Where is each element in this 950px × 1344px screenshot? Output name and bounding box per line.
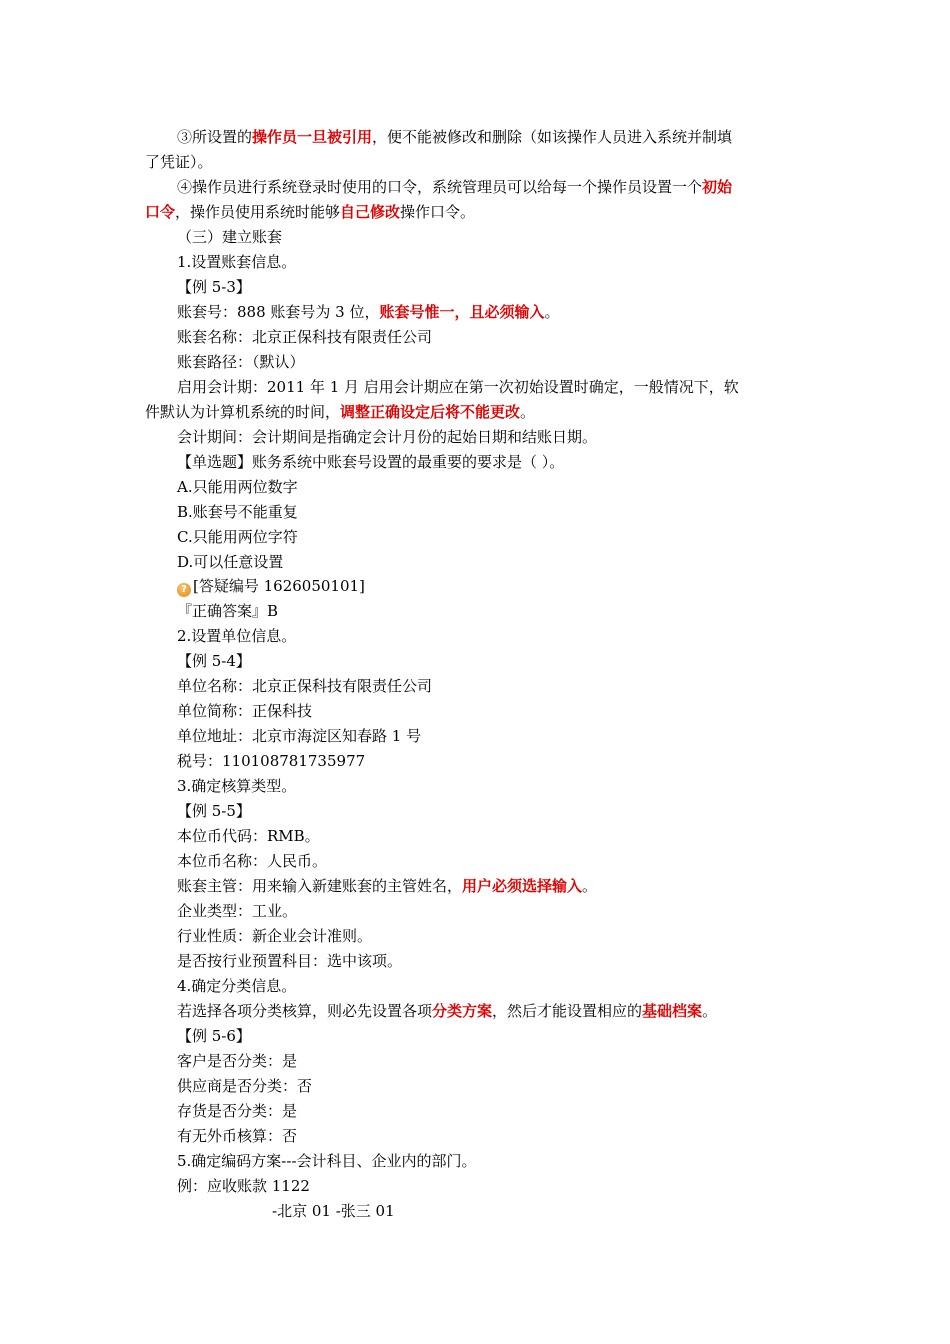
account-number-line: 账套号：888 账套号为 3 位，账套号惟一，且必须输入。 — [177, 303, 560, 321]
quiz-option-b: B.账套号不能重复 — [177, 503, 298, 521]
foreign-currency-line: 有无外币核算：否 — [177, 1127, 298, 1145]
qa-number: [答疑编号 1626050101] — [193, 577, 365, 595]
subsection-heading: 1.设置账套信息。 — [177, 253, 297, 271]
quiz-option-a: A.只能用两位数字 — [177, 478, 298, 496]
customer-classify-line: 客户是否分类：是 — [177, 1052, 298, 1070]
example-label: 【例 5-3】 — [177, 278, 251, 296]
period-start-line: 启用会计期：2011 年 1 月 启用会计期应在第一次初始设置时确定，一般情况下，软 — [177, 378, 739, 396]
subsection-heading: 3.确定核算类型。 — [177, 777, 297, 795]
highlight-text: 自己修改 — [340, 203, 401, 221]
supervisor-line: 账套主管：用来输入新建账套的主管姓名，用户必须选择输入。 — [177, 877, 598, 895]
industry-line: 行业性质：新企业会计准则。 — [177, 927, 373, 945]
example-label: 【例 5-5】 — [177, 802, 251, 820]
section-heading: （三）建立账套 — [177, 228, 283, 246]
highlight-text: 调整正确设定后将不能更改 — [340, 403, 521, 421]
example-label: 【例 5-6】 — [177, 1027, 251, 1045]
example-ar-line: 例：应收账款 1122 — [177, 1177, 310, 1195]
paragraph-operator-reference-cont: 了凭证）。 — [145, 153, 213, 171]
paragraph-password-cont: 口令，操作员使用系统时能够自己修改操作口令。 — [145, 203, 476, 221]
subsection-heading: 4.确定分类信息。 — [177, 977, 297, 995]
paragraph-operator-reference: ③所设置的操作员一旦被引用，便不能被修改和删除（如该操作人员进入系统并制填 — [177, 128, 733, 146]
account-path-line: 账套路径：（默认） — [177, 353, 305, 371]
highlight-text: 用户必须选择输入 — [462, 877, 583, 895]
highlight-text: 账套号惟一，且必须输入 — [379, 303, 545, 321]
unit-short-name-line: 单位简称：正保科技 — [177, 702, 313, 720]
currency-name-line: 本位币名称：人民币。 — [177, 852, 328, 870]
highlight-text: 基础档案 — [642, 1002, 703, 1020]
classification-line: 若选择各项分类核算，则必先设置各项分类方案，然后才能设置相应的基础档案。 — [177, 1002, 718, 1020]
example-label: 【例 5-4】 — [177, 652, 251, 670]
highlight-text: 口令 — [145, 203, 176, 221]
quiz-option-d: D.可以任意设置 — [177, 553, 284, 571]
supplier-classify-line: 供应商是否分类：否 — [177, 1077, 313, 1095]
highlight-text: 初始 — [702, 178, 733, 196]
unit-address-line: 单位地址：北京市海淀区知春路 1 号 — [177, 727, 422, 745]
example-sub-line: -北京 01 -张三 01 — [272, 1202, 395, 1220]
period-start-cont: 件默认为计算机系统的时间，调整正确设定后将不能更改。 — [145, 403, 536, 421]
question-icon[interactable]: ? — [177, 583, 191, 597]
inventory-classify-line: 存货是否分类：是 — [177, 1102, 298, 1120]
unit-name-line: 单位名称：北京正保科技有限责任公司 — [177, 677, 433, 695]
subsection-heading: 2.设置单位信息。 — [177, 627, 297, 645]
highlight-text: 分类方案 — [432, 1002, 493, 1020]
subsection-heading: 5.确定编码方案---会计科目、企业内的部门。 — [177, 1152, 477, 1170]
accounting-period-line: 会计期间：会计期间是指确定会计月份的起始日期和结账日期。 — [177, 428, 598, 446]
account-name-line: 账套名称：北京正保科技有限责任公司 — [177, 328, 433, 346]
enterprise-type-line: 企业类型：工业。 — [177, 902, 298, 920]
tax-number-line: 税号：110108781735977 — [177, 752, 366, 770]
quiz-question: 【单选题】账务系统中账套号设置的最重要的要求是（ ）。 — [177, 453, 565, 471]
highlight-text: 操作员一旦被引用 — [252, 128, 373, 146]
correct-answer: 『正确答案』B — [177, 602, 279, 620]
currency-code-line: 本位币代码：RMB。 — [177, 827, 320, 845]
paragraph-password: ④操作员进行系统登录时使用的口令，系统管理员可以给每一个操作员设置一个初始 — [177, 178, 733, 196]
quiz-option-c: C.只能用两位字符 — [177, 528, 298, 546]
qa-reference[interactable] — [177, 575, 842, 597]
preset-accounts-line: 是否按行业预置科目：选中该项。 — [177, 952, 403, 970]
